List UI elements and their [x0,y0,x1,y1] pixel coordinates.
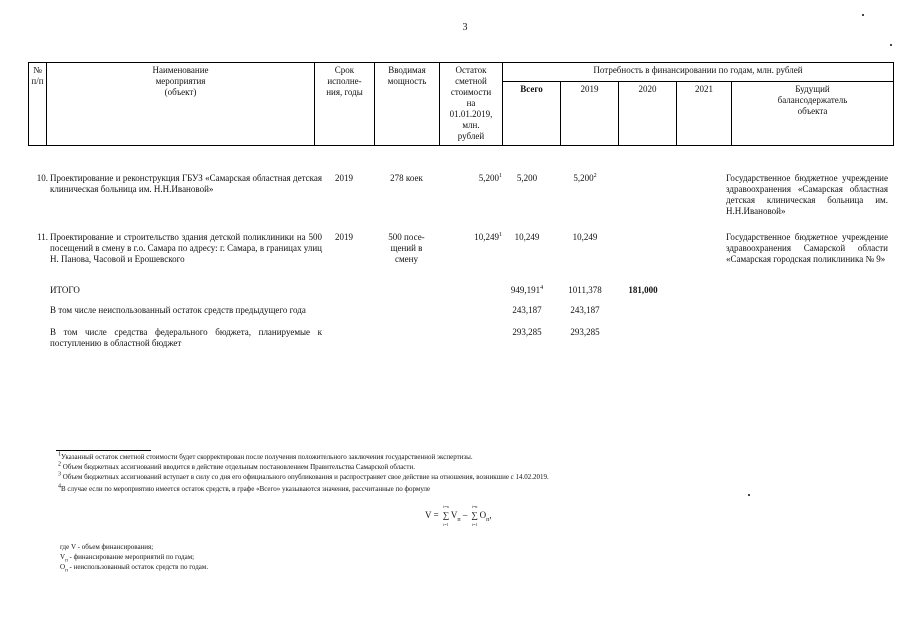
header-remainder-line: Остаток [455,65,487,75]
formula [425,504,492,527]
row-remainder [439,232,502,243]
legend-subscript: п [65,568,68,574]
totals-2020: 181,000 [628,285,658,295]
page-number: 3 [462,22,468,33]
header-remainder-line: млн. [462,120,480,130]
sum-lower-limit: i=1 [443,522,449,527]
sum-symbol: ∑ i=n i=1 [470,510,480,520]
row-power-line: смену [394,254,418,264]
header-need: Потребность в финансировании по годам, млн. рублей [503,63,894,82]
row-number: 10. [36,173,48,183]
header-term-line: ния, годы [326,87,363,97]
formula-lhs: V = [425,510,439,520]
subtotal-label: В том числе неиспользованный остаток средств предыдущего года [50,305,306,315]
footnote-separator [56,450,151,451]
legend-line: где V - объем финансирования; [60,543,154,551]
totals-2019: 1011,378 [568,285,602,295]
subtotal-2019: 243,187 [570,305,600,315]
row-power-line: 500 посе- [388,232,425,242]
row-remainder-value: 10,249 [474,232,499,242]
footnote-mark: 4 [58,483,61,490]
row-holder: Государственное бюджетное учреждение здравоохранения Самарской области «Самарская городская поликлиника № 9» [726,232,888,264]
footnote [58,453,473,462]
header-power-line: Вводимая [388,65,426,75]
row-2019 [556,173,614,184]
formula-tail: , [489,510,492,520]
formula-operator: – [462,510,468,520]
row-power-line: щений в [390,243,423,253]
legend-text: - неиспользованный остаток средств по годам. [67,563,209,571]
header-power-line: мощность [387,76,427,86]
scan-dot [862,14,864,16]
header-power [375,63,440,146]
row-name: Проектирование и реконструкция ГБУЗ «Самарская областная детская клиническая больница им. Н.Н.Ивановой» [50,173,322,194]
row-power [374,232,439,265]
legend-subscript: п [65,558,68,564]
footnote-ref: 2 [593,173,597,179]
footnote-text: В случае если по мероприятию имеется остаток средств, в графе «Всего» указываются значения, рассчитанные по формуле [61,485,431,493]
header-remainder-line: стоимости [450,87,492,97]
totals-total [498,285,556,296]
legend-line [60,563,208,575]
subtotal-total: 293,285 [512,327,542,337]
header-remainder [440,63,503,146]
legend-symbol: V [60,553,66,561]
formula-subscript: п [486,516,490,523]
footnote-text: Объем бюджетных ассигнований вступает в силу со дня его официального опубликования и распространяет свое действие на отношения, возникшие с 14.02.2019. [62,473,549,481]
row-year: 2019 [335,173,353,183]
header-holder-line: объекта [797,106,828,116]
header-term [315,63,375,146]
formula-term: O [479,510,487,520]
subtotal-2019: 293,285 [570,327,600,337]
row-year: 2019 [335,232,353,242]
legend-text: - финансирование мероприятий по годам; [67,553,195,561]
subtotal-label: В том числе средства федерального бюджета, планируемые к поступлению в областной бюджет [50,327,322,348]
footnote [58,485,430,494]
row-2019: 10,249 [572,232,598,242]
sum-upper-limit: i=n [443,504,449,509]
footnote [58,463,415,472]
footnote-text: Объем бюджетных ассигнований вводится в действие отдельным постановлением Правительства Самарской области. [62,463,415,471]
header-num: № п/п [29,63,47,146]
footnote-mark: 3 [58,471,61,478]
sum-lower-limit: i=1 [471,522,478,527]
header-holder [732,82,894,146]
footnote-mark: 2 [58,461,61,468]
header-name [47,63,315,146]
footnote-ref: 1 [499,173,502,179]
header-remainder-line: 01.01.2019, [449,109,493,119]
table-header [28,62,894,146]
header-holder-line: балансодержатель [777,95,848,105]
subtotal-total: 243,187 [512,305,542,315]
scan-dot [748,494,750,496]
header-holder-line: Будущий [795,84,830,94]
footnote-ref: 1 [499,232,502,238]
scan-dot [890,44,892,46]
formula-term: V [450,510,458,520]
row-2019-value: 5,200 [573,173,594,183]
header-2020: 2020 [619,82,677,146]
row-remainder [439,173,502,184]
row-total: 10,249 [514,232,540,242]
header-term-line: Срок [334,65,355,75]
footnote [58,473,549,482]
header-2021: 2021 [677,82,732,146]
header-total: Всего [503,82,561,146]
row-number: 11. [37,232,48,242]
header-remainder-line: рублей [457,131,485,141]
header-2019: 2019 [561,82,619,146]
totals-total-value: 949,191 [510,285,541,295]
row-holder: Государственное бюджетное учреждение здравоохранения «Самарская областная детская клиническая больница им. Н.Н.Ивановой» [726,173,888,216]
header-name-line: (объект) [164,87,197,97]
header-remainder-line: сметной [455,76,487,86]
row-remainder-value: 5,200 [478,173,499,183]
legend-symbol: O [60,563,66,571]
totals-label: ИТОГО [50,285,80,295]
sum-symbol: ∑ i=n i=1 [441,510,451,520]
header-name-line: Наименование [152,65,209,75]
header-term-line: исполне- [327,76,362,86]
footnote-mark: 1 [58,451,61,458]
sum-upper-limit: i=n [471,504,478,509]
row-name: Проектирование и строительство здания детской поликлиники на 500 посещений в смену в г.о. Самара по адресу: г. Самара, в границах улиц Н. Панова, Часовой и Ерошевского [50,232,322,264]
row-total: 5,200 [516,173,538,183]
header-name-line: мероприятия [155,76,206,86]
formula-subscript: п [457,516,461,523]
footnote-text: Указанный остаток сметной стоимости будет скорректирован после получения положительного заключения государственной экспертизы. [61,453,473,461]
footnote-ref: 4 [540,285,544,291]
row-power: 278 коек [390,173,423,183]
header-remainder-line: на [466,98,476,108]
